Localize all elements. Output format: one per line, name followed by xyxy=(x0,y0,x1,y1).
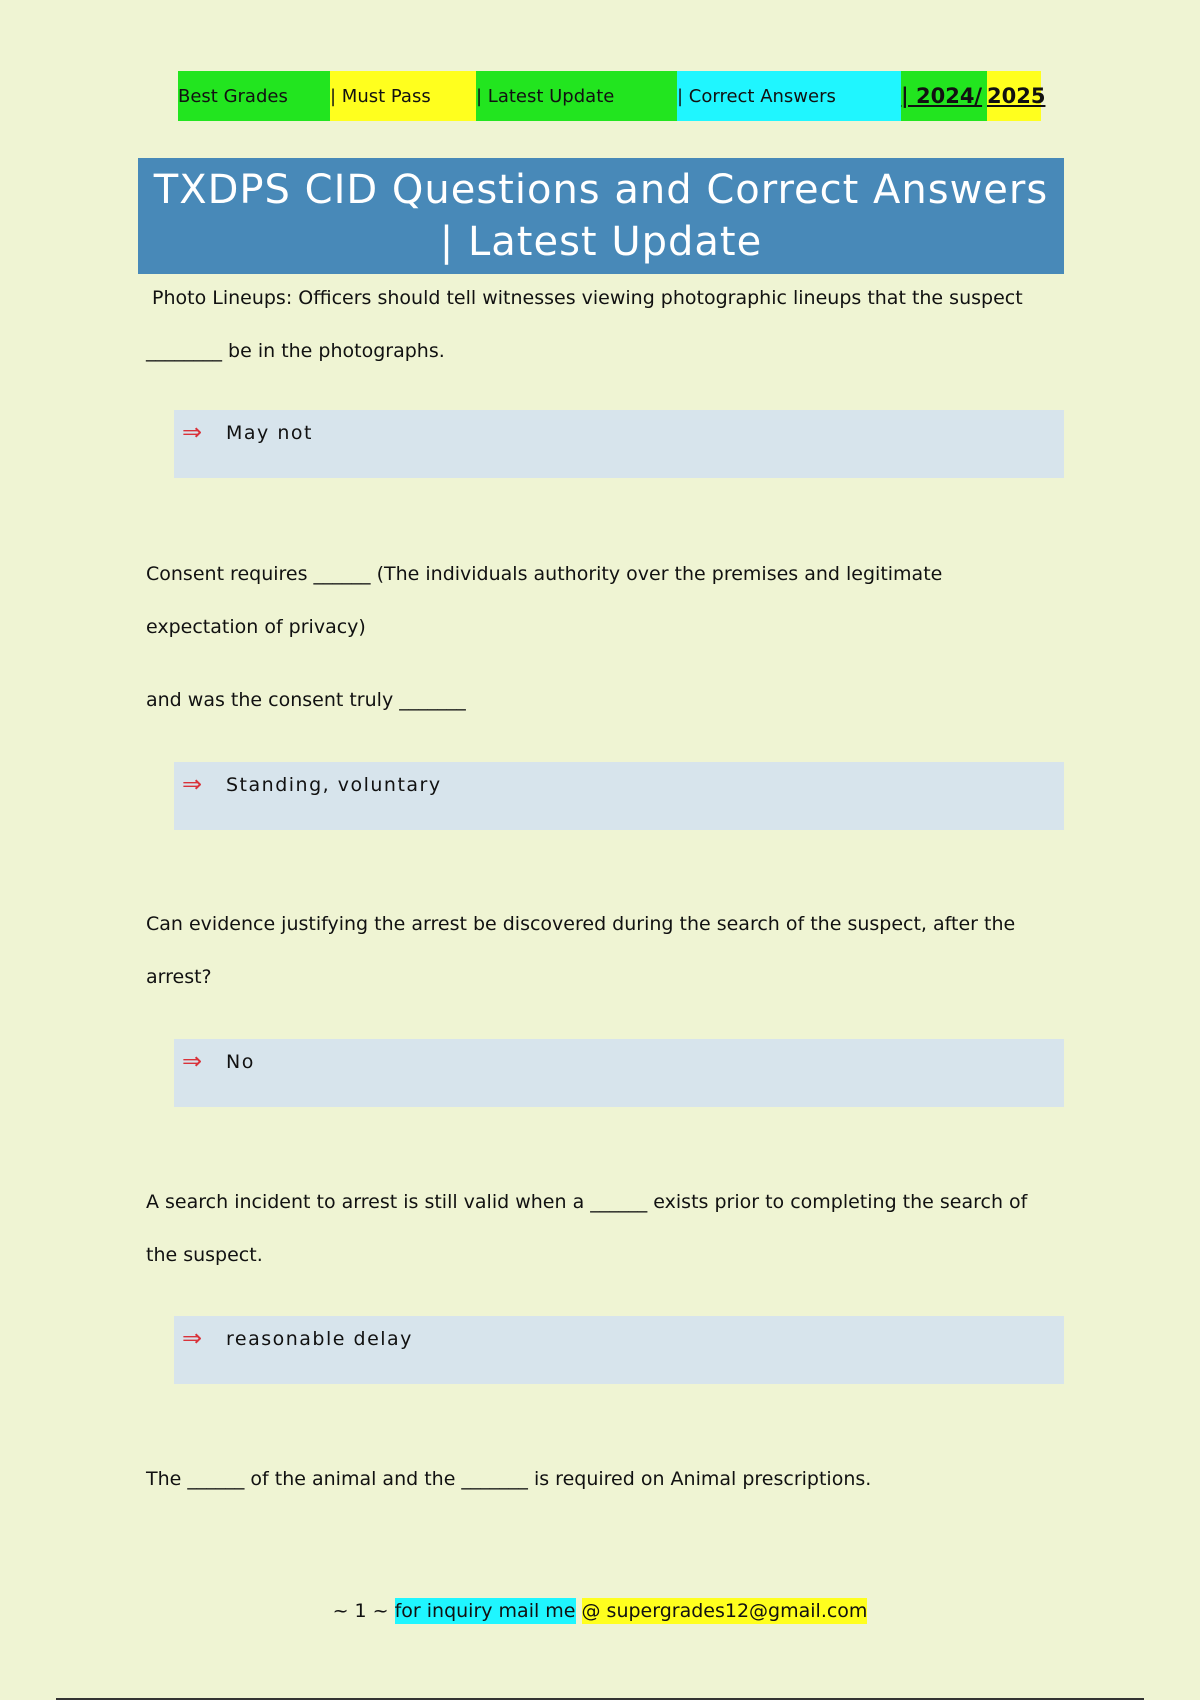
question-line: expectation of privacy) xyxy=(146,616,366,638)
tag-label: Best Grades xyxy=(178,85,288,107)
question-line: The ______ of the animal and the _______ is required on Animal prescriptions. xyxy=(146,1468,872,1490)
question-line: and was the consent truly _______ xyxy=(146,689,466,711)
answer-4 xyxy=(174,1316,1064,1384)
question-line: arrest? xyxy=(146,966,212,988)
question-4 xyxy=(146,1176,1066,1282)
answer-1 xyxy=(174,410,1064,478)
header-tag-bar xyxy=(178,71,1046,121)
tag-label: | Correct Answers xyxy=(677,85,836,107)
question-line: ________ be in the photographs. xyxy=(146,340,445,362)
question-line: Photo Lineups: Officers should tell witnesses viewing photographic lineups that the suspect xyxy=(152,287,1023,309)
double-right-arrow-icon: ⇒ xyxy=(182,1047,203,1075)
page-number: ~ 1 ~ xyxy=(332,1600,389,1622)
question-1 xyxy=(146,272,1066,378)
answer-text: May not xyxy=(226,422,313,444)
title-line-1: TXDPS CID Questions and Correct Answers xyxy=(153,167,1049,213)
tag-label: | Latest Update xyxy=(476,85,615,107)
contact-email: @ supergrades12@gmail.com xyxy=(581,1600,868,1622)
inquiry-text: for inquiry mail me xyxy=(394,1600,576,1622)
answer-text: No xyxy=(226,1051,255,1073)
question-3 xyxy=(146,898,1066,1004)
tag-must-pass xyxy=(330,71,476,121)
question-line: Consent requires ______ (The individuals authority over the premises and legitimate xyxy=(146,563,943,585)
tag-year-start xyxy=(901,71,987,121)
answer-2 xyxy=(174,762,1064,830)
question-5 xyxy=(146,1453,1066,1506)
answer-3 xyxy=(174,1039,1064,1107)
tag-year-end xyxy=(987,71,1046,121)
question-2 xyxy=(146,548,1066,727)
tag-best-grades xyxy=(178,71,330,121)
tag-latest-update xyxy=(476,71,677,121)
tag-correct-answers xyxy=(677,71,901,121)
tag-label: | Must Pass xyxy=(330,85,431,107)
double-right-arrow-icon: ⇒ xyxy=(182,418,203,446)
year-label: | 2024/ xyxy=(901,84,983,108)
answer-text: Standing, voluntary xyxy=(226,774,442,796)
year-label: 2025 xyxy=(987,84,1046,108)
question-line: the suspect. xyxy=(146,1244,263,1266)
title-line-2: | Latest Update xyxy=(439,219,763,265)
document-title xyxy=(138,158,1064,274)
double-right-arrow-icon: ⇒ xyxy=(182,1324,203,1352)
question-line: A search incident to arrest is still valid when a ______ exists prior to completing the search of xyxy=(146,1191,1028,1213)
double-right-arrow-icon: ⇒ xyxy=(182,770,203,798)
question-line: Can evidence justifying the arrest be discovered during the search of the suspect, after the xyxy=(146,913,1016,935)
page-footer xyxy=(0,1598,1200,1624)
answer-text: reasonable delay xyxy=(226,1328,413,1350)
